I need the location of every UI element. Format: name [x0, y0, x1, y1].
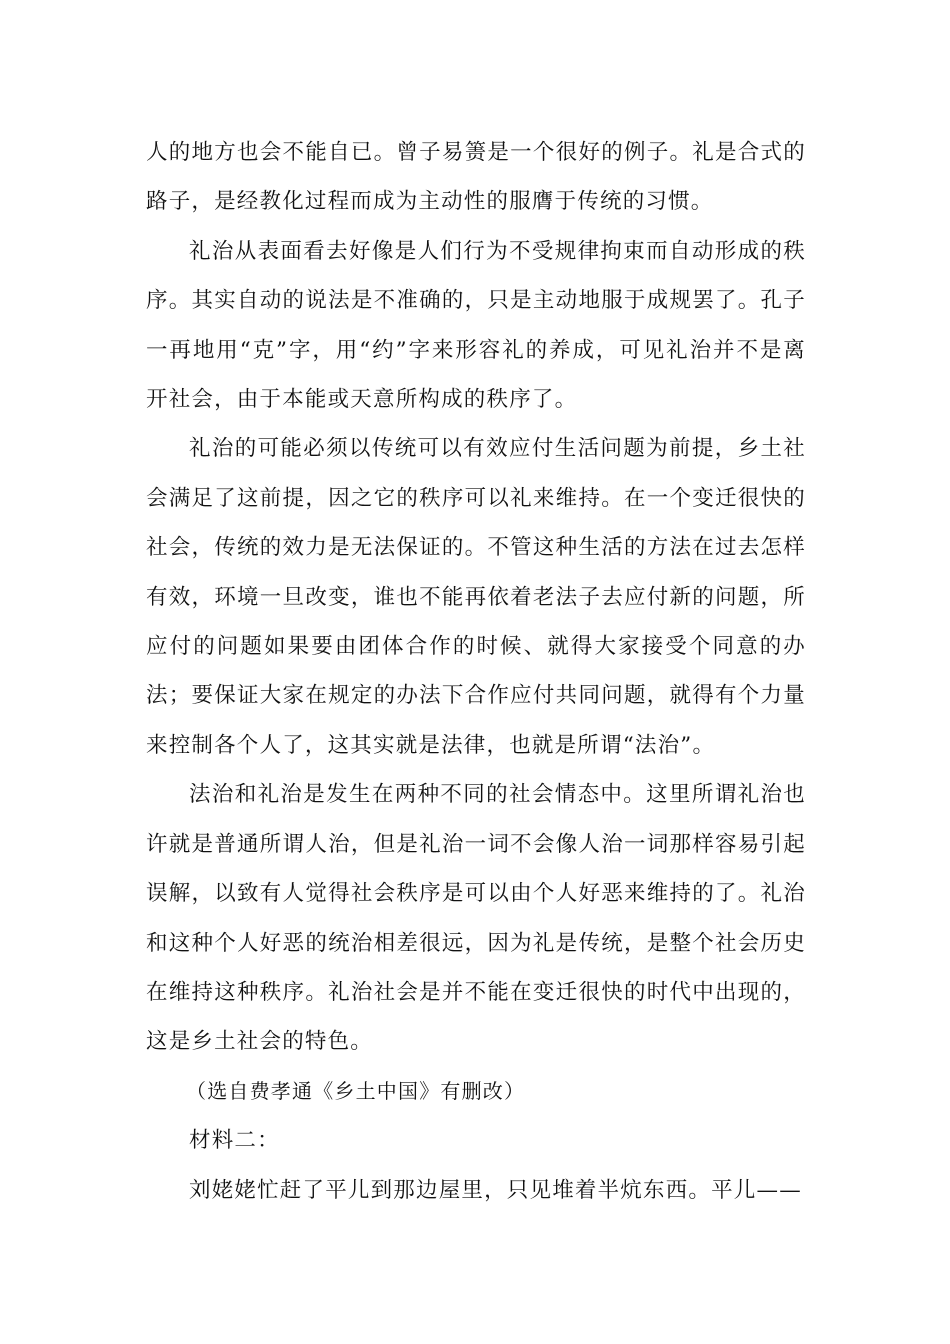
paragraph-continuation: 人的地方也会不能自已。曾子易箦是一个很好的例子。礼是合式的路子，是经教化过程而成为主动性的服膺于传统的习惯。	[146, 140, 806, 215]
paragraph-rule-of-ritual-order: 礼治从表面看去好像是人们行为不受规律拘束而自动形成的秩序。其实自动的说法是不准确的，只是主动地服于成规罢了。孔子一再地用“克”字，用“约”字来形容礼的养成，可见礼治并不是离开社会，由于本能或天意所构成的秩序了。	[146, 238, 806, 413]
paragraph-rule-of-ritual-premise: 礼治的可能必须以传统可以有效应付生活问题为前提，乡土社会满足了这前提，因之它的秩序可以礼来维持。在一个变迁很快的社会，传统的效力是无法保证的。不管这种生活的方法在过去怎样有效，环境一旦改变，谁也不能再依着老法子去应付新的问题，所应付的问题如果要由团体合作的时候、就得大家接受个同意的办法；要保证大家在规定的办法下合作应付共同问题，就得有个力量来控制各个人了，这其实就是法律，也就是所谓“法治”。	[146, 436, 806, 758]
paragraph-liu-laolao: 刘姥姥忙赶了平儿到那边屋里，只见堆着半炕东西。平儿——	[189, 1177, 802, 1203]
paragraph-rule-of-law-vs-ritual: 法治和礼治是发生在两种不同的社会情态中。这里所谓礼治也许就是普通所谓人治，但是礼治一词不会像人治一词那样容易引起误解，以致有人觉得社会秩序是可以由个人好恶来维持的了。礼治和这种个人好恶的统治相差很远，因为礼是传统，是整个社会历史在维持这种秩序。礼治社会是并不能在变迁很快的时代中出现的，这是乡土社会的特色。	[146, 782, 806, 1055]
document-page	[146, 128, 806, 1215]
source-citation: （选自费孝通《乡土中国》有删改）	[186, 1078, 526, 1103]
material-two-heading: 材料二：	[189, 1128, 280, 1154]
